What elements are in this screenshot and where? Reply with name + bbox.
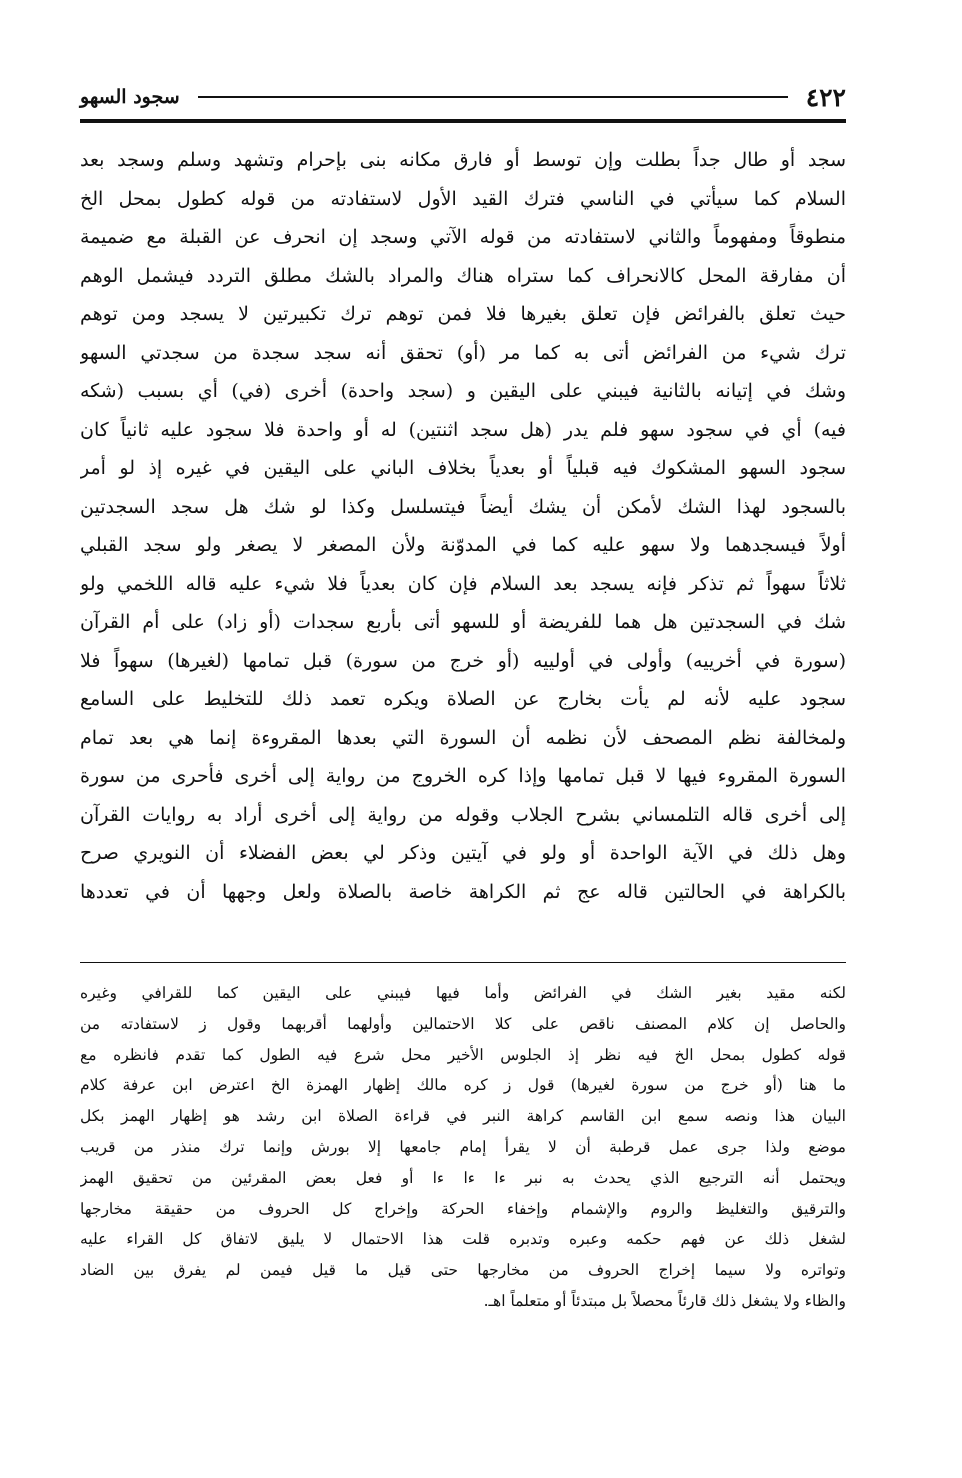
footnotes [80, 978, 846, 1317]
footnote-line: ما هنا (أو خرج من سورة لغيرها) قول ز كره مالك إظهار الهمزة الخ اعترض ابن عرفة كلام [80, 1076, 846, 1095]
main-text-line: وشك في إتيانه بالثانية فيبني على اليقين و (سجد واحدة) أخرى (في) أي بسبب (شكه [80, 380, 846, 402]
main-text-line: أن مفارقة المحل كالانحراف كما ستراه هناك والمراد بالشك مطلق التردد فيشمل الوهم [80, 264, 846, 287]
main-text-line: شك في السجدتين هل هما للفريضة أو للسهو أتى بأربع سجدات (أو زاد) على أم القرآن [80, 611, 846, 633]
footnote-line: البيان هذا ونصه سمع ابن القاسم كراهة النبر في قراءة الصلاة ابن رشد هو إظهار الهمز بكل [80, 1107, 846, 1126]
footnote-line: موضع ولذا جرى عمل قرطبة أن لا يقرأ إمام جامعها إلا بورش وإنما ترك منذر من قريب [80, 1137, 846, 1156]
page-header [80, 78, 846, 116]
main-text-line: إلى أخرى قاله التلمساني بشرح الجلاب وقوله من رواية إلى أخرى أراد به روايات القرآن [80, 803, 846, 826]
footnote-line: والظاء ولا يشغل ذلك قارئاً محصلاً بل مبتدئاً أو متعلماً اهـ. [483, 1291, 846, 1310]
running-title: سجود السهو [80, 86, 180, 108]
main-text-line: منطوقاً ومفهوماً والثاني لاستفادته من قوله الآتي وسجد إن انحرف عن القبلة مع ضميمة [80, 226, 846, 248]
footnote-line: لشغل ذلك عن فهم حكمه وعبره وتدبره قلت هذا الاحتمال لا يليق لاتفاق كل القراء عليه [80, 1230, 846, 1249]
main-text-line: السورة المقروء فيها لا قبل تمامها وإذا كره الخروج من رواية إلى أخرى فأحرى من سورة [80, 765, 846, 787]
footnote-line: ويحتمل أنه الترجيع الذي يحدث به نبر ءا ءا ءا أو فعل بعض المقرئين من تحقيق الهمز [80, 1168, 846, 1187]
footnote-divider [80, 962, 846, 963]
footnote-line: قوله كطول بمحل الخ فيه نظر إذ الجلوس الأخير محل شرع فيه الطول كما تقدم فانظره مع [80, 1045, 846, 1064]
main-text-line: ثلاثاً سهواً ثم تذكر فإنه يسجد بعد السلام فإن كان بعدياً فلا شيء عليه قاله اللخمي ولو [80, 572, 846, 595]
footnote-line: والحاصل إن كلام المصنف ناقص على كلا الاحتمالين وأولهما أقربهما وقول ز لاستفادته من [80, 1014, 846, 1033]
main-text-line: ترك شيء من الفرائض أتى به كما مر (أو) تحقق أنه سجد سجدة من سجدتي السهو [80, 341, 846, 364]
footnote-line: لكنه مقيد بغير الشك في الفرائض وأما فيها فيبني على اليقين كما للقرافي وغيره [80, 984, 846, 1002]
main-text-line: سجود السهو المشكوك فيه قبلياً أو بعدياً بخلاف الباني على اليقين في غيره إذ لو أمر [80, 457, 846, 479]
footnote-line: والترقيق والتغليظ والروم والإشمام وإخفاء الحركة وإخراج كل الحروف من حقيقة مخارجها [80, 1199, 846, 1218]
main-text-line: حيث تعلق بالفرائض فإن تعلق بغيرها فلا فمن توهم ترك تكبيرتين لا يسجد ومن توهم [80, 303, 846, 325]
main-text-line: وهل ذلك في الآية الواحدة أو ولو في آيتين وذكر لي بعض الفضلاء أن النويري صرح [80, 842, 846, 864]
header-divider [198, 96, 788, 98]
main-text-line: بالكراهة في الحالتين قاله عج ثم الكراهة خاصة بالصلاة ولعل وجهها أن في تعددها [80, 880, 846, 903]
main-text-line: أولاً فيسجدهما ولا سهو عليه كما في المدوّنة ولأن المصغر لا يصغر ولو سجد القبلي [80, 534, 846, 556]
footnote-line: وتواتره ولا سيما إخراج الحروف من مخارجها حتى قيل ما قيل فيمن لم يفرق بين الضاد [80, 1261, 846, 1280]
main-text [80, 141, 846, 911]
main-text-line: سجد أو طال جداً بطلت وإن توسط أو فارق مكانه بنى بإحرام وتشهد وسلم وسجد بعد [80, 149, 846, 171]
main-text-line: بالسجود لهذا الشك لأمكن أن يشك أيضاً فيتسلسل وكذا لو شك هل سجد السجدتين [80, 495, 846, 518]
main-text-line: (سورة في أخرييه) وأولى في أولييه (أو خرج من سورة) قبل تمامها (لغيرها) سهواً فلا [80, 649, 846, 672]
main-text-line: سجود عليه لأنه لم يأت بخارج عن الصلاة ويكره تعمد ذلك للتخليط على السامع [80, 688, 846, 710]
page-number: ٤٢٢ [805, 82, 846, 112]
header-rule [80, 119, 846, 123]
main-text-line: السلام كما سيأتي في الناسي فترك القيد الأول لاستفادته من قوله كطول بمحل الخ [80, 187, 846, 210]
main-text-line: فيه) أي في سجود سهو فلم يدر (هل سجد اثنتين) له أو واحدة فلا سجود عليه ثانياً كان [80, 418, 846, 441]
main-text-line: ولمخالفة نظم المصحف لأن نظمه أن السورة التي بعدها المقروءة إنما هي بعد تمام [80, 726, 846, 749]
